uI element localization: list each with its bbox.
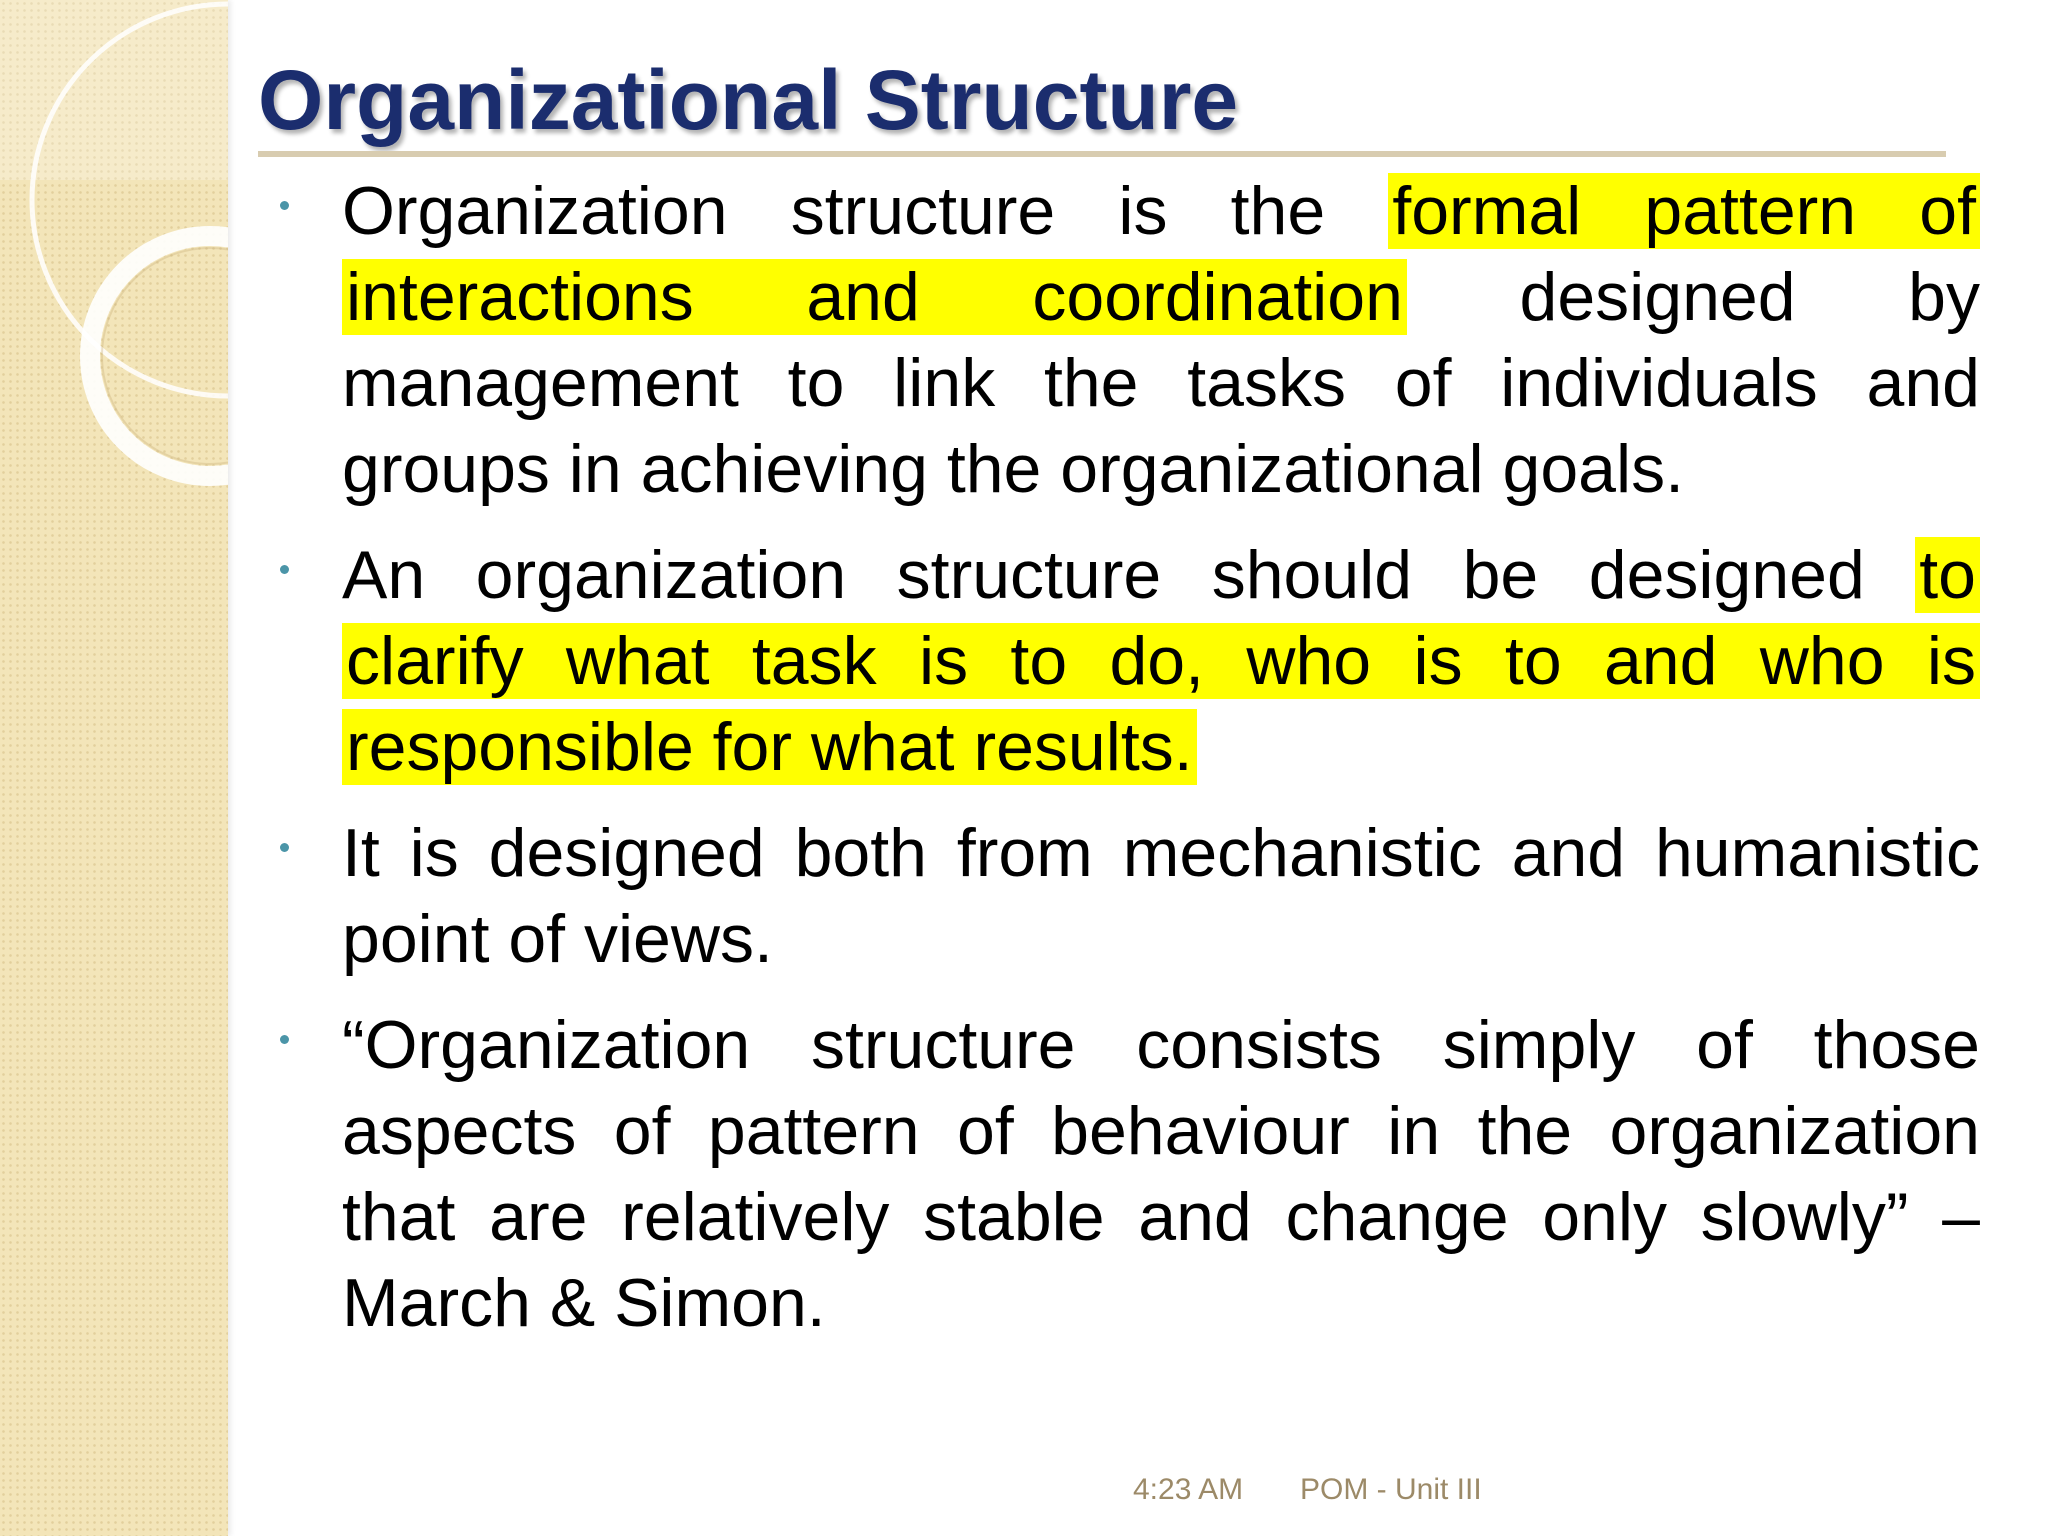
bullet-text (342, 1002, 1980, 1346)
footer-time: 4:23 AM (1133, 1473, 1244, 1506)
bullet-item (280, 1002, 1980, 1346)
highlighted-text: to clarify what task is to do, who is to and who is responsible for what results. (342, 537, 1980, 785)
ring-ornament (0, 0, 228, 560)
text-segment: Organization structure is the (342, 173, 1389, 249)
bullet-item (280, 168, 1980, 512)
bullet-dot-icon (280, 843, 289, 852)
text-segment: An organization structure should be designed (342, 537, 1916, 613)
footer-unit: POM - Unit III (1300, 1473, 1482, 1506)
text-segment: “Organization structure consists simply of those aspects of pattern of behaviour in the organization that are relatively stable and change only slowly” – March & Simon. (342, 1007, 1980, 1341)
text-segment: It is designed both from mechanistic and humanistic point of views. (342, 815, 1980, 977)
bullet-list (280, 168, 1980, 1366)
bullet-dot-icon (280, 565, 289, 574)
title-underline (258, 151, 1946, 157)
decorative-sidebar (0, 0, 228, 1536)
bullet-text (342, 532, 1980, 790)
text-segment: designed by management to link the tasks of individuals and groups in achieving the organizational goals. (342, 259, 1980, 507)
bullet-text (342, 168, 1980, 512)
bullet-dot-icon (280, 201, 289, 210)
slide-title: Organizational Structure (258, 53, 1239, 147)
bullet-text (342, 810, 1980, 982)
highlighted-text: formal pattern of interactions and coordination (342, 173, 1980, 335)
slide-footer (0, 1470, 2048, 1510)
bullet-item (280, 810, 1980, 982)
bullet-dot-icon (280, 1035, 289, 1044)
bullet-item (280, 532, 1980, 790)
